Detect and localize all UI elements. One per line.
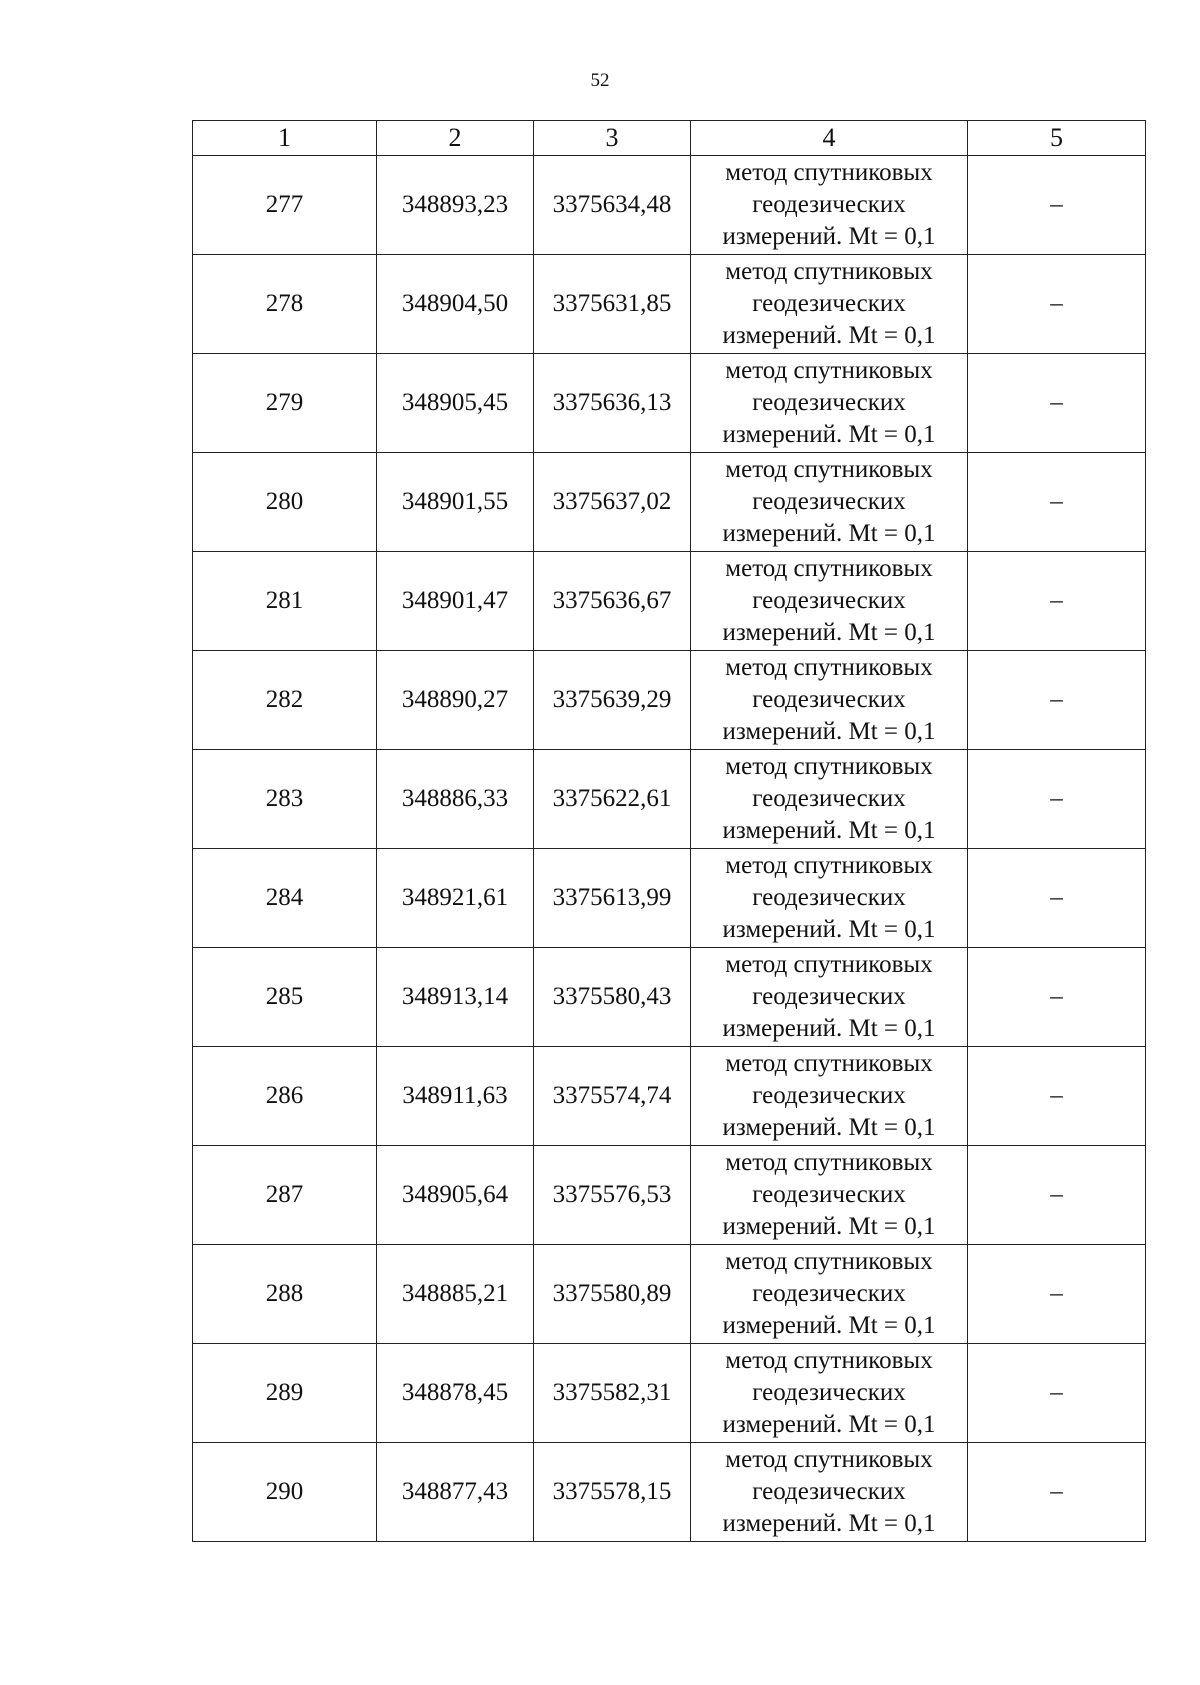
coordinate-y-cell: 3375637,02 (534, 453, 691, 552)
point-number-cell: 280 (193, 453, 377, 552)
method-line: геодезических (752, 1082, 906, 1109)
method-line: измерений. Mt = 0,1 (722, 1213, 936, 1240)
table-row (193, 453, 1146, 552)
method-line: геодезических (752, 785, 906, 812)
method-line: метод спутниковых (725, 1446, 933, 1473)
table-row (193, 156, 1146, 255)
method-line: геодезических (752, 290, 906, 317)
method-cell (691, 1047, 968, 1146)
coordinate-x-cell: 348904,50 (377, 255, 534, 354)
point-number-cell: 277 (193, 156, 377, 255)
coordinate-x-cell: 348905,64 (377, 1146, 534, 1245)
table-header (193, 121, 1146, 156)
method-line: геодезических (752, 191, 906, 218)
table-row (193, 354, 1146, 453)
note-cell: – (968, 1047, 1146, 1146)
note-cell: – (968, 1344, 1146, 1443)
header-col-2: 2 (377, 121, 534, 156)
method-line: метод спутниковых (725, 1050, 933, 1077)
table-row (193, 651, 1146, 750)
method-line: метод спутниковых (725, 456, 933, 483)
table-row (193, 750, 1146, 849)
coordinate-x-cell: 348901,47 (377, 552, 534, 651)
coordinate-y-cell: 3375580,89 (534, 1245, 691, 1344)
header-row (193, 121, 1146, 156)
point-number-cell: 281 (193, 552, 377, 651)
coordinate-y-cell: 3375580,43 (534, 948, 691, 1047)
coordinate-x-cell: 348885,21 (377, 1245, 534, 1344)
coordinate-y-cell: 3375622,61 (534, 750, 691, 849)
point-number-cell: 284 (193, 849, 377, 948)
method-cell (691, 1344, 968, 1443)
table-row (193, 1047, 1146, 1146)
method-line: измерений. Mt = 0,1 (722, 1114, 936, 1141)
note-cell: – (968, 1146, 1146, 1245)
point-number-cell: 279 (193, 354, 377, 453)
method-line: метод спутниковых (725, 1248, 933, 1275)
method-cell (691, 1443, 968, 1542)
method-cell (691, 1146, 968, 1245)
table-row (193, 552, 1146, 651)
method-cell (691, 255, 968, 354)
note-cell: – (968, 453, 1146, 552)
method-line: измерений. Mt = 0,1 (722, 223, 936, 250)
method-line: измерений. Mt = 0,1 (722, 718, 936, 745)
coordinate-y-cell: 3375574,74 (534, 1047, 691, 1146)
header-col-4: 4 (691, 121, 968, 156)
method-line: метод спутниковых (725, 555, 933, 582)
coordinate-x-cell: 348886,33 (377, 750, 534, 849)
method-line: измерений. Mt = 0,1 (722, 817, 936, 844)
method-cell (691, 354, 968, 453)
coordinate-x-cell: 348877,43 (377, 1443, 534, 1542)
header-col-5: 5 (968, 121, 1146, 156)
coordinate-y-cell: 3375634,48 (534, 156, 691, 255)
page-number: 52 (590, 70, 610, 91)
note-cell: – (968, 849, 1146, 948)
note-cell: – (968, 651, 1146, 750)
method-line: геодезических (752, 587, 906, 614)
method-line: геодезических (752, 1181, 906, 1208)
point-number-cell: 286 (193, 1047, 377, 1146)
note-cell: – (968, 255, 1146, 354)
point-number-cell: 290 (193, 1443, 377, 1542)
table-body (193, 156, 1146, 1542)
method-line: метод спутниковых (725, 258, 933, 285)
table-row (193, 1344, 1146, 1443)
coordinate-y-cell: 3375636,13 (534, 354, 691, 453)
method-line: геодезических (752, 1280, 906, 1307)
point-number-cell: 278 (193, 255, 377, 354)
method-line: метод спутниковых (725, 852, 933, 879)
point-number-cell: 282 (193, 651, 377, 750)
method-line: метод спутниковых (725, 654, 933, 681)
method-cell (691, 552, 968, 651)
method-line: измерений. Mt = 0,1 (722, 1015, 936, 1042)
method-line: геодезических (752, 389, 906, 416)
note-cell: – (968, 1443, 1146, 1542)
coordinate-y-cell: 3375636,67 (534, 552, 691, 651)
method-line: геодезических (752, 686, 906, 713)
note-cell: – (968, 1245, 1146, 1344)
note-cell: – (968, 156, 1146, 255)
table-row (193, 948, 1146, 1047)
method-line: геодезических (752, 1379, 906, 1406)
coordinate-x-cell: 348905,45 (377, 354, 534, 453)
method-cell (691, 651, 968, 750)
method-cell (691, 156, 968, 255)
coordinate-y-cell: 3375613,99 (534, 849, 691, 948)
header-col-1: 1 (193, 121, 377, 156)
coordinates-table (192, 120, 1146, 1542)
table-row (193, 1146, 1146, 1245)
note-cell: – (968, 750, 1146, 849)
coordinate-x-cell: 348890,27 (377, 651, 534, 750)
header-col-3: 3 (534, 121, 691, 156)
coordinate-x-cell: 348921,61 (377, 849, 534, 948)
method-line: измерений. Mt = 0,1 (722, 619, 936, 646)
method-line: геодезических (752, 884, 906, 911)
note-cell: – (968, 552, 1146, 651)
method-line: метод спутниковых (725, 753, 933, 780)
coordinate-y-cell: 3375631,85 (534, 255, 691, 354)
method-line: измерений. Mt = 0,1 (722, 1411, 936, 1438)
method-cell (691, 948, 968, 1047)
note-cell: – (968, 948, 1146, 1047)
method-line: геодезических (752, 488, 906, 515)
coordinate-x-cell: 348893,23 (377, 156, 534, 255)
table-row (193, 1245, 1146, 1344)
point-number-cell: 287 (193, 1146, 377, 1245)
method-cell (691, 750, 968, 849)
coordinate-x-cell: 348901,55 (377, 453, 534, 552)
method-line: метод спутниковых (725, 1347, 933, 1374)
method-line: метод спутниковых (725, 159, 933, 186)
method-cell (691, 453, 968, 552)
point-number-cell: 283 (193, 750, 377, 849)
coordinate-x-cell: 348911,63 (377, 1047, 534, 1146)
point-number-cell: 289 (193, 1344, 377, 1443)
method-line: геодезических (752, 983, 906, 1010)
method-line: измерений. Mt = 0,1 (722, 1510, 936, 1537)
method-line: измерений. Mt = 0,1 (722, 1312, 936, 1339)
point-number-cell: 285 (193, 948, 377, 1047)
coordinate-y-cell: 3375576,53 (534, 1146, 691, 1245)
method-cell (691, 1245, 968, 1344)
note-cell: – (968, 354, 1146, 453)
method-line: метод спутниковых (725, 357, 933, 384)
method-line: геодезических (752, 1478, 906, 1505)
method-line: измерений. Mt = 0,1 (722, 322, 936, 349)
coordinate-y-cell: 3375578,15 (534, 1443, 691, 1542)
table-row (193, 255, 1146, 354)
coordinate-y-cell: 3375639,29 (534, 651, 691, 750)
method-line: измерений. Mt = 0,1 (722, 916, 936, 943)
table-row (193, 1443, 1146, 1542)
method-line: измерений. Mt = 0,1 (722, 520, 936, 547)
coordinate-y-cell: 3375582,31 (534, 1344, 691, 1443)
method-line: метод спутниковых (725, 951, 933, 978)
point-number-cell: 288 (193, 1245, 377, 1344)
table-row (193, 849, 1146, 948)
method-line: метод спутниковых (725, 1149, 933, 1176)
method-cell (691, 849, 968, 948)
coordinate-x-cell: 348878,45 (377, 1344, 534, 1443)
coordinate-x-cell: 348913,14 (377, 948, 534, 1047)
method-line: измерений. Mt = 0,1 (722, 421, 936, 448)
